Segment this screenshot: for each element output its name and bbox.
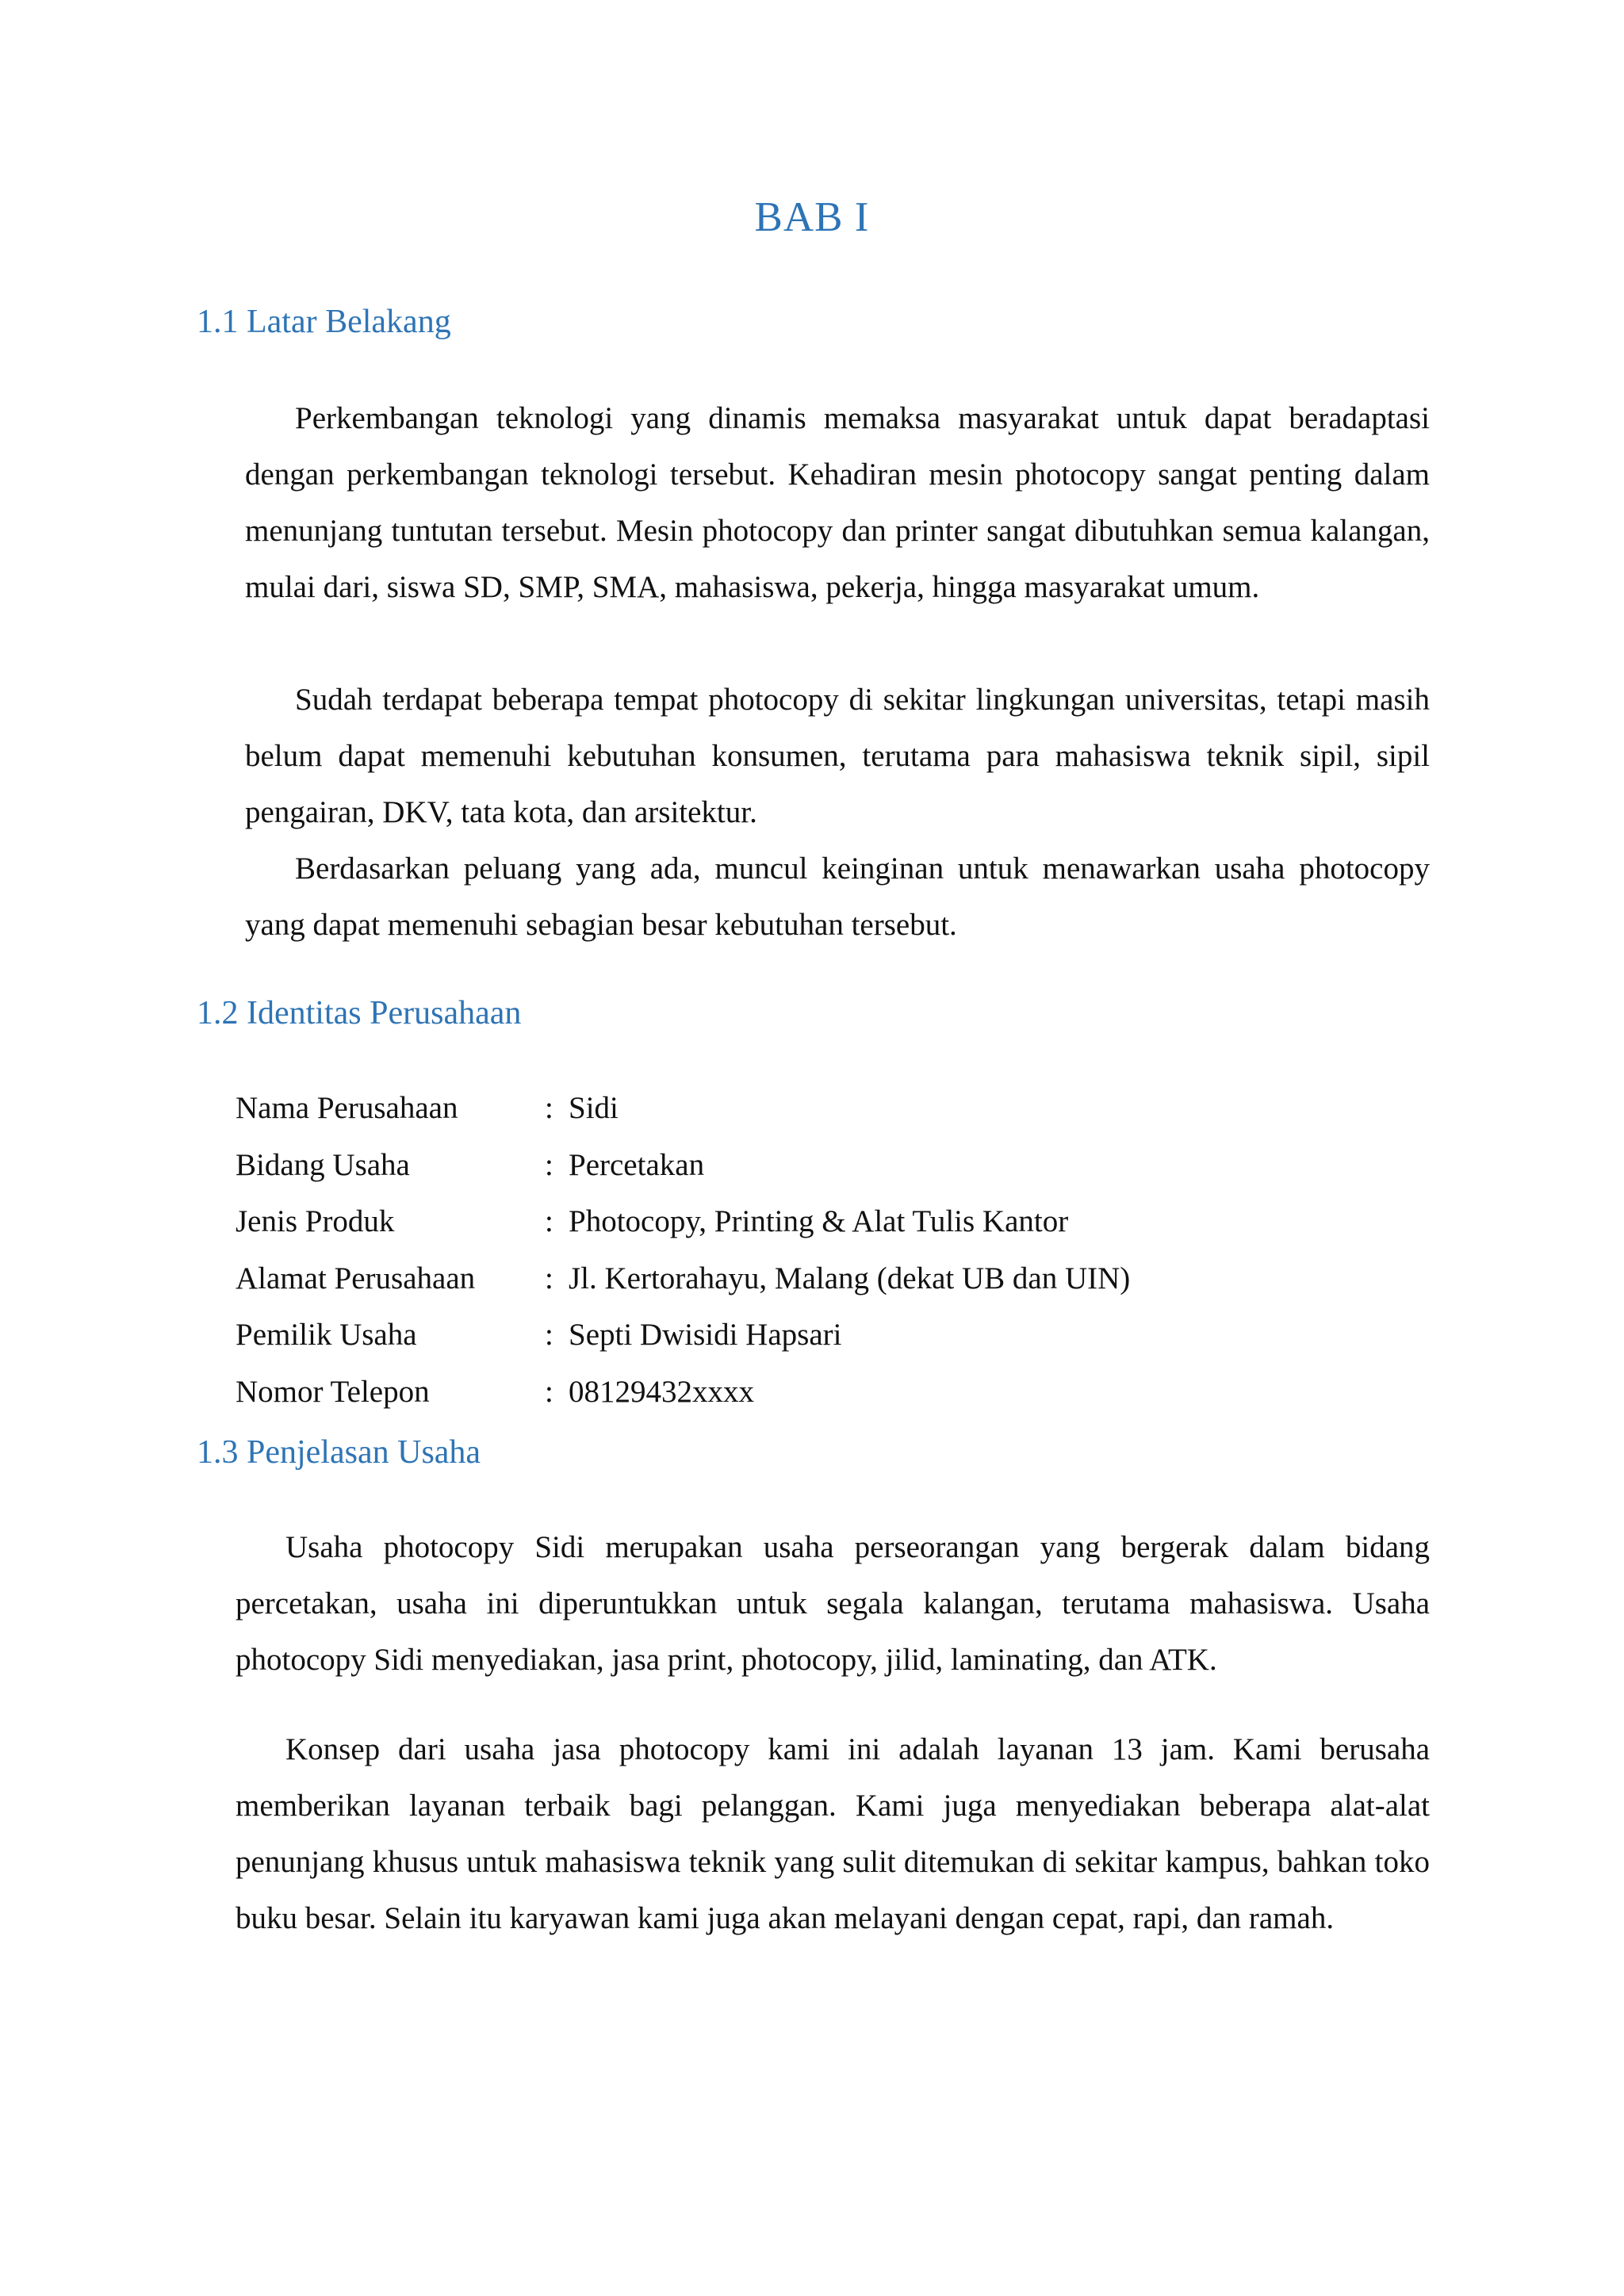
- paragraph-latar-belakang-3: Berdasarkan peluang yang ada, muncul keinginan untuk menawarkan usaha photocopy yang dapat memenuhi sebagian besar kebutuhan tersebut.: [245, 851, 1430, 942]
- identity-value: Septi Dwisidi Hapsari: [569, 1318, 842, 1352]
- identity-colon: :: [545, 1374, 553, 1409]
- identity-label: Bidang Usaha: [236, 1147, 410, 1182]
- section-heading-identitas: 1.2 Identitas Perusahaan: [197, 995, 522, 1031]
- section-heading-latar-belakang: 1.1 Latar Belakang: [197, 304, 451, 340]
- identity-value: Jl. Kertorahayu, Malang (dekat UB dan UIN): [569, 1261, 1131, 1295]
- identity-colon: :: [545, 1204, 553, 1238]
- identity-colon: :: [545, 1091, 553, 1125]
- identity-label: Nomor Telepon: [236, 1374, 430, 1409]
- section-heading-penjelasan: 1.3 Penjelasan Usaha: [197, 1434, 481, 1471]
- identity-colon: :: [545, 1147, 553, 1182]
- identity-value: Percetakan: [569, 1147, 705, 1182]
- identity-value: Photocopy, Printing & Alat Tulis Kantor: [569, 1204, 1069, 1238]
- paragraph-latar-belakang-1: Perkembangan teknologi yang dinamis memaksa masyarakat untuk dapat beradaptasi dengan perkembangan teknologi tersebut. Kehadiran mesin photocopy sangat penting dalam menunjang tuntutan tersebut. Mesin photocopy dan printer sangat dibutuhkan semua kalangan, mulai dari, siswa SD, SMP, SMA, mahasiswa, pekerja, hingga masyarakat umum.: [245, 401, 1430, 604]
- identity-label: Alamat Perusahaan: [236, 1261, 476, 1295]
- identity-colon: :: [545, 1261, 553, 1295]
- identity-label: Nama Perusahaan: [236, 1091, 458, 1125]
- chapter-title: BAB I: [754, 194, 870, 240]
- paragraph-penjelasan-2: Konsep dari usaha jasa photocopy kami ini adalah layanan 13 jam. Kami berusaha memberikan layanan terbaik bagi pelanggan. Kami juga menyediakan beberapa alat-alat penunjang khusus untuk mahasiswa teknik yang sulit ditemukan di sekitar kampus, bahkan toko buku besar. Selain itu karyawan kami juga akan melayani dengan cepat, rapi, dan ramah.: [236, 1732, 1430, 1935]
- identity-value: 08129432xxxx: [569, 1374, 754, 1409]
- identity-colon: :: [545, 1318, 553, 1352]
- paragraph-penjelasan-1: Usaha photocopy Sidi merupakan usaha perseorangan yang bergerak dalam bidang percetakan, usaha ini diperuntukkan untuk segala kalangan, terutama mahasiswa. Usaha photocopy Sidi menyediakan, jasa print, photocopy, jilid, laminating, dan ATK.: [236, 1530, 1430, 1677]
- identity-label: Jenis Produk: [236, 1204, 395, 1238]
- identity-value: Sidi: [569, 1091, 619, 1125]
- paragraph-latar-belakang-2: Sudah terdapat beberapa tempat photocopy di sekitar lingkungan universitas, tetapi masih belum dapat memenuhi kebutuhan konsumen, terutama para mahasiswa teknik sipil, sipil pengairan, DKV, tata kota, dan arsitektur.: [245, 683, 1430, 829]
- identity-label: Pemilik Usaha: [236, 1318, 417, 1352]
